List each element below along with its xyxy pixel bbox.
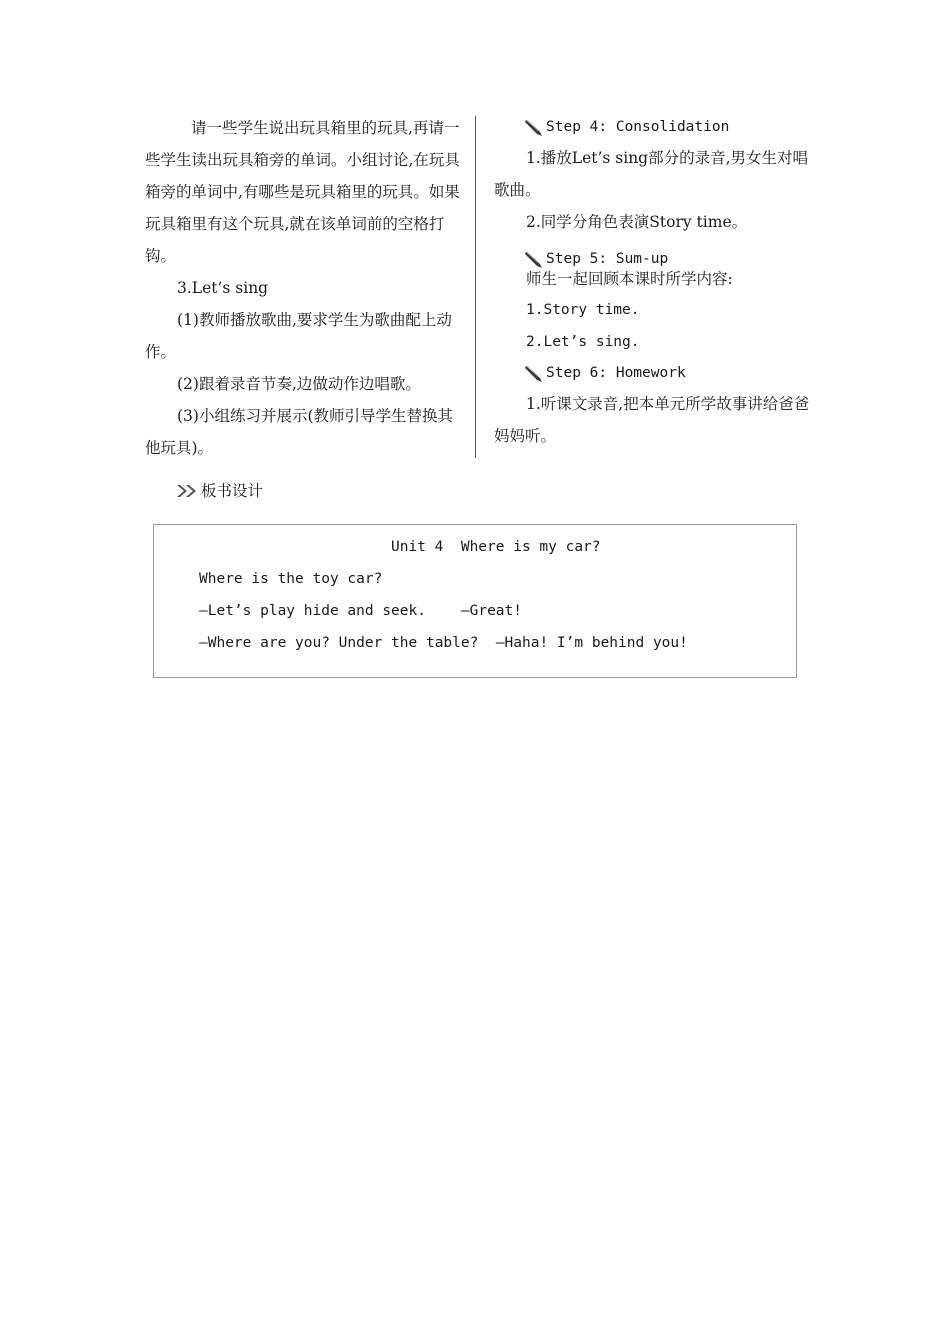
- board-design-heading: [176, 478, 263, 504]
- pen-icon: [524, 117, 544, 137]
- step6-heading: [524, 358, 814, 388]
- step5-heading-label: Step 5: Sum-up: [546, 251, 669, 267]
- step4-heading: [524, 112, 814, 142]
- lets-sing-step-2: (2)跟着录音节奏,边做动作边唱歌。: [177, 375, 421, 393]
- step4-heading-label: Step 4: Consolidation: [546, 119, 730, 135]
- left-column: [145, 112, 461, 464]
- step4-item-1: 1.播放Let’s sing部分的录音,男女生对唱歌曲。: [494, 149, 809, 199]
- step5-item-2: 2.Let’s sing.: [526, 334, 640, 350]
- board-title: Unit 4 Where is my car?: [391, 539, 601, 555]
- step4-item-2: 2.同学分角色表演Story time。: [526, 213, 748, 231]
- pen-icon: [524, 363, 544, 383]
- board-line-3: —Where are you? Under the table? —Haha! I’m behind you!: [199, 635, 688, 651]
- double-chevron-icon: [176, 484, 200, 498]
- step5-item-1: 1.Story time.: [526, 302, 640, 318]
- right-column: [494, 112, 814, 452]
- lets-sing-step-3: (3)小组练习并展示(教师引导学生替换其他玩具)。: [145, 407, 454, 457]
- step5-intro: 师生一起回顾本课时所学内容:: [526, 270, 733, 288]
- lets-sing-step-1: (1)教师播放歌曲,要求学生为歌曲配上动作。: [145, 311, 452, 361]
- board-line-1: Where is the toy car?: [199, 571, 383, 587]
- board-design-title: 板书设计: [201, 482, 264, 500]
- step6-heading-label: Step 6: Homework: [546, 365, 686, 381]
- toybox-paragraph: 请一些学生说出玩具箱里的玩具,再请一些学生读出玩具箱旁的单词。小组讨论,在玩具箱旁的单词中,有哪些是玩具箱里的玩具。如果玩具箱里有这个玩具,就在该单词前的空格打钩。: [145, 119, 460, 265]
- lets-sing-heading: 3.Let’s sing: [177, 279, 269, 297]
- step6-item-1: 1.听课文录音,把本单元所学故事讲给爸爸妈妈听。: [494, 395, 810, 445]
- blackboard-box: [153, 524, 797, 678]
- board-line-2: —Let’s play hide and seek. —Great!: [199, 603, 523, 619]
- column-divider: [475, 116, 476, 458]
- pen-icon: [524, 249, 544, 269]
